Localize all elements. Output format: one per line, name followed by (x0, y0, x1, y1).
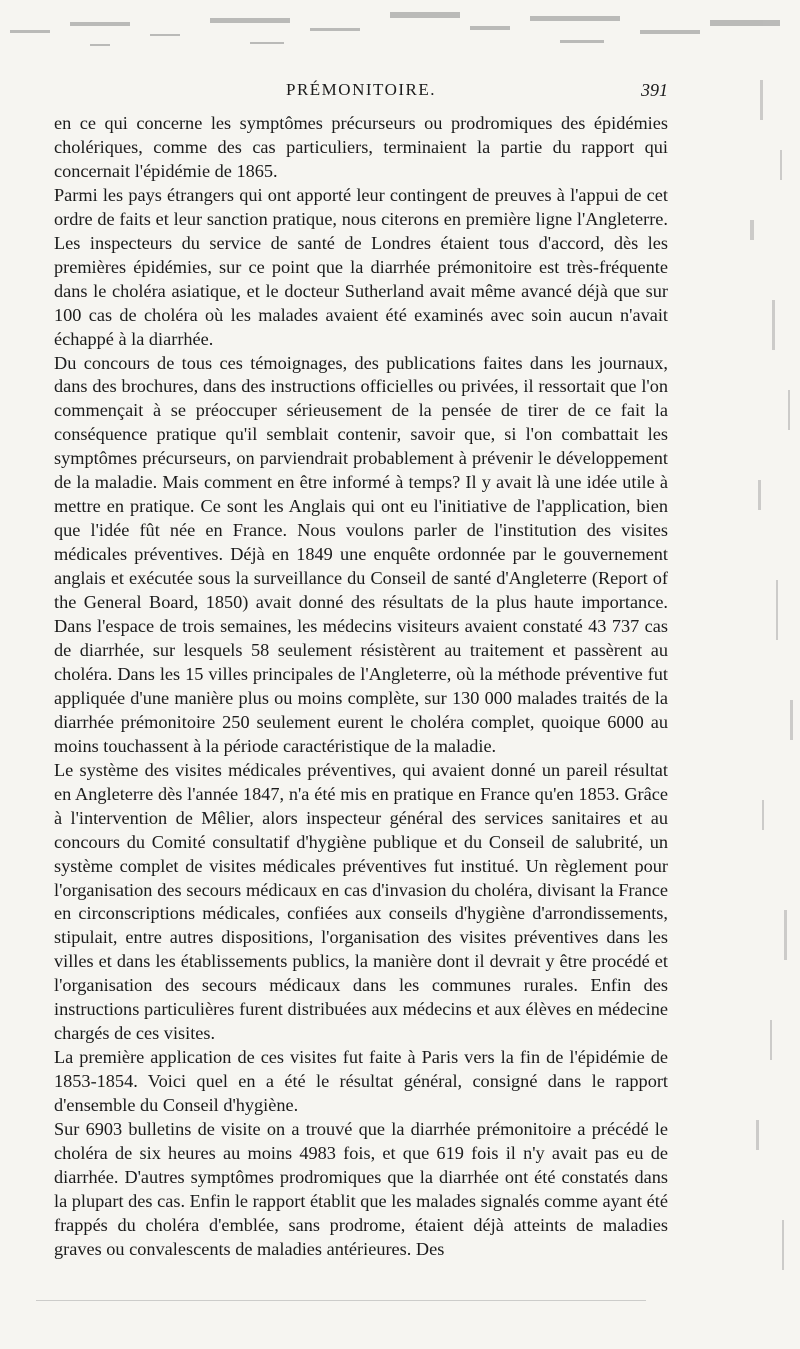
scan-noise-bottom (36, 1300, 646, 1302)
paragraph: Le système des visites médicales préventives, qui avaient donné un pareil résultat en Angleterre dès l'année 1847, n'a été mis en pratique en France qu'en 1853. Grâce à l'intervention de Mêlier, alors inspecteur général des services sanitaires et au concours du Comité consultatif d'hygiène publique et du Conseil de salubrité, un système complet de visites médicales préventives fut institué. Un règlement pour l'organisation des secours médicaux en cas d'invasion du choléra, divisant la France en circonscriptions médicales, confiées aux conseils d'hygiène d'arrondissements, stipulait, entre autres dispositions, l'organisation des visites préventives dans les villes et dans les établissements publics, la manière dont il devrait y être procédé et l'organisation des secours médicaux dans les communes rurales. Enfin des instructions particulières furent distribuées aux médecins et aux élèves en médecine chargés de ces visites. (54, 759, 668, 1044)
paragraph: La première application de ces visites fut faite à Paris vers la fin de l'épidémie de 1853-1854. Voici quel en a été le résultat général, consigné dans le rapport d'ensemble du Conseil d'hygiène. (54, 1047, 668, 1116)
running-head: PRÉMONITOIRE. (286, 80, 436, 99)
scan-noise-top (0, 0, 800, 70)
body-text (54, 112, 668, 1262)
paragraph: en ce qui concerne les symptômes précurseurs ou prodromiques des épidémies cholériques, comme des cas particuliers, terminaient la partie du rapport qui concernait l'épidémie de 1865. (54, 113, 668, 181)
page-number: 391 (641, 80, 668, 100)
paragraph: Sur 6903 bulletins de visite on a trouvé que la diarrhée prémonitoire a précédé le choléra de six heures au moins 4983 fois, et que 619 fois il n'y avait pas eu de diarrhée. D'autres symptômes prodromiques que la diarrhée ont été constatés dans la plupart des cas. Enfin le rapport établit que les malades signalés comme ayant été frappés du choléra d'emblée, sans prodrome, étaient déjà atteints de maladies graves ou convalescents de maladies antérieures. Des (54, 1119, 668, 1259)
paragraph: Parmi les pays étrangers qui ont apporté leur contingent de preuves à l'appui de cet ordre de faits et leur sanction pratique, nous citerons en première ligne l'Angleterre. Les inspecteurs du service de santé de Londres étaient tous d'accord, dès les premières épidémies, sur ce point que la diarrhée prémonitoire est très-fréquente dans le choléra asiatique, et le docteur Sutherland avait même avancé déjà que sur 100 cas de choléra où les malades avaient été examinés avec soin aucun n'avait échappé à la diarrhée. (54, 184, 668, 349)
page-header (54, 80, 668, 104)
scan-noise-right-margin (700, 60, 800, 1349)
paragraph: Du concours de tous ces témoignages, des publications faites dans les journaux, dans des brochures, dans des instructions officielles ou privées, il ressortait que l'on commençait à se préoccuper sérieusement de la pensée de tirer de ce fait la conséquence pratique qu'il semblait contenir, savoir que, si l'on combattait les symptômes précurseurs, on parviendrait probablement à prévenir le développement de la maladie. Mais comment en être informé à temps? Il y avait là une idée utile à mettre en pratique. Ce sont les Anglais qui ont eu l'initiative de l'application, bien que l'idée fût née en France. Nous voulons parler de l'institution des visites médicales préventives. Déjà en 1849 une enquête ordonnée par le gouvernement anglais et exécutée sous la surveillance du Conseil de santé d'Angleterre (Report of the General Board, 1850) avait donné des résultats de la plus haute importance. Dans l'espace de trois semaines, les médecins visiteurs avaient constaté 43 737 cas de diarrhée, sur lesquels 58 seulement résistèrent au traitement et passèrent au choléra. Dans les 15 villes principales de l'Angleterre, où la méthode préventive fut appliquée d'une manière plus ou moins complète, sur 130 000 malades traités de la diarrhée prémonitoire 250 seulement eurent le choléra complet, quoique 6000 au moins touchassent à la période caractéristique de la maladie. (54, 352, 668, 756)
